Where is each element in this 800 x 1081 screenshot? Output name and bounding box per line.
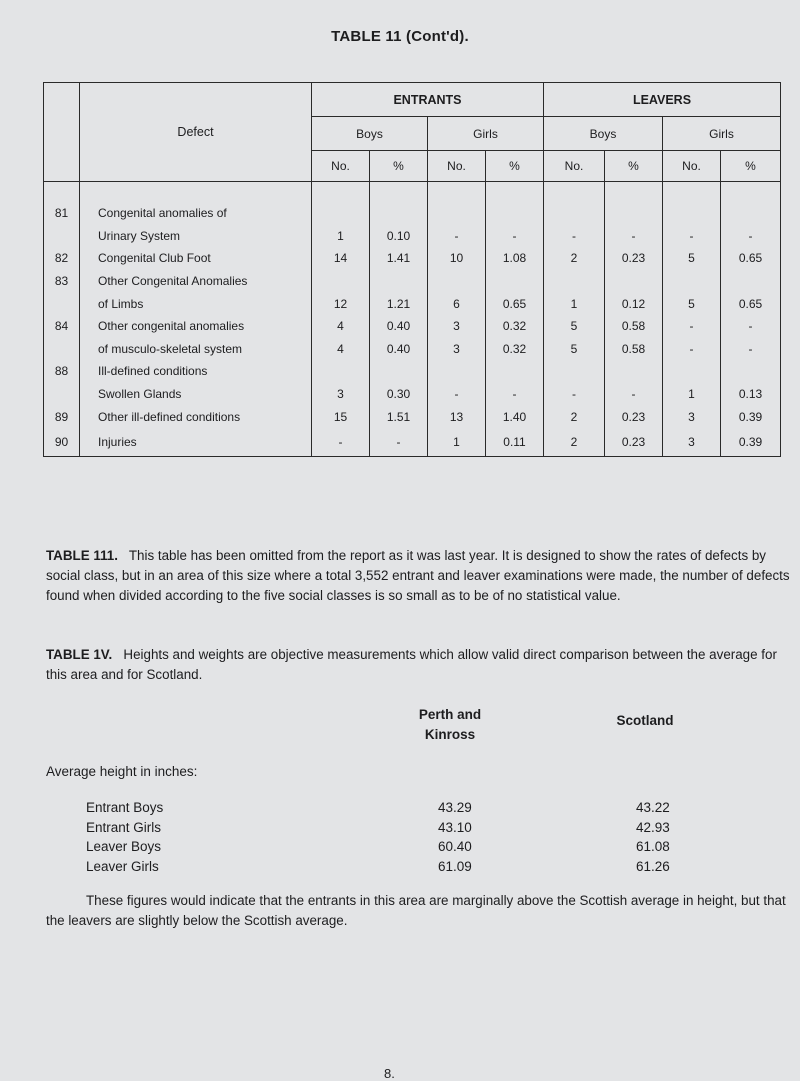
row-value <box>544 270 605 293</box>
table-row <box>44 270 781 293</box>
height-perth-value: 43.10 <box>438 819 472 835</box>
table-row <box>44 428 781 457</box>
row-value: 3 <box>312 383 370 406</box>
height-row-label: Leaver Boys <box>86 839 162 854</box>
table-row <box>44 202 781 225</box>
row-value: 15 <box>312 405 370 428</box>
leavers-girls-header: Girls <box>663 117 781 151</box>
row-value: 1.21 <box>370 292 428 315</box>
table-111-label: TABLE 111. <box>46 548 118 563</box>
row-code: 84 <box>44 315 80 338</box>
row-value: - <box>605 383 663 406</box>
defect-header: Defect <box>80 83 312 182</box>
row-value <box>663 360 721 383</box>
perth-header-line1: Perth and <box>418 707 482 722</box>
no-header: No. <box>312 151 370 182</box>
row-value: 0.23 <box>605 247 663 270</box>
pct-header: % <box>370 151 428 182</box>
row-defect: Other ill-defined conditions <box>80 405 312 428</box>
table-row <box>44 360 781 383</box>
no-header: No. <box>428 151 486 182</box>
row-value: 5 <box>544 338 605 361</box>
height-perth-value: 61.09 <box>438 858 472 874</box>
row-defect: of musculo-skeletal system <box>80 338 312 361</box>
perth-kinross-header <box>398 705 502 745</box>
height-scotland-value: 42.93 <box>636 819 670 835</box>
row-code: 89 <box>44 405 80 428</box>
pct-header: % <box>721 151 781 182</box>
row-defect: Other Congenital Anomalies <box>80 270 312 293</box>
row-code <box>44 338 80 361</box>
row-value: 1.40 <box>486 405 544 428</box>
row-value: 0.12 <box>605 292 663 315</box>
row-value: - <box>721 315 781 338</box>
row-value: 6 <box>428 292 486 315</box>
row-defect: Congenital anomalies of <box>80 202 312 225</box>
row-value <box>370 202 428 225</box>
row-value: - <box>544 225 605 248</box>
row-value <box>605 202 663 225</box>
row-value: 1.41 <box>370 247 428 270</box>
row-value: - <box>721 338 781 361</box>
row-value: - <box>663 315 721 338</box>
row-code: 90 <box>44 428 80 457</box>
row-value: - <box>428 225 486 248</box>
row-value <box>544 202 605 225</box>
row-value: 0.65 <box>721 292 781 315</box>
row-value: 0.30 <box>370 383 428 406</box>
row-value: 12 <box>312 292 370 315</box>
row-defect: Injuries <box>80 428 312 457</box>
row-code: 83 <box>44 270 80 293</box>
table-row <box>44 292 781 315</box>
entrants-boys-header: Boys <box>312 117 428 151</box>
row-value <box>663 270 721 293</box>
row-value: 0.32 <box>486 315 544 338</box>
leavers-boys-header: Boys <box>544 117 663 151</box>
row-value: - <box>312 428 370 457</box>
table-1v-text: Heights and weights are objective measurements which allow valid direct comparison between the average for this area and for Scotland. <box>46 647 777 682</box>
row-value: - <box>428 383 486 406</box>
table-1v-paragraph <box>46 645 796 685</box>
height-perth-value: 60.40 <box>438 839 472 854</box>
row-value <box>605 360 663 383</box>
row-value <box>486 270 544 293</box>
row-value: 14 <box>312 247 370 270</box>
entrants-girls-header: Girls <box>428 117 544 151</box>
row-code <box>44 383 80 406</box>
row-defect: Swollen Glands <box>80 383 312 406</box>
height-row-label: Entrant Girls <box>86 819 162 835</box>
table-row <box>44 247 781 270</box>
row-value <box>312 270 370 293</box>
pct-header: % <box>605 151 663 182</box>
row-value: 3 <box>663 405 721 428</box>
row-code: 88 <box>44 360 80 383</box>
row-value: 0.11 <box>486 428 544 457</box>
row-value: 5 <box>544 315 605 338</box>
row-defect: Ill-defined conditions <box>80 360 312 383</box>
row-value: - <box>721 225 781 248</box>
row-value: 0.10 <box>370 225 428 248</box>
row-value: 3 <box>663 428 721 457</box>
height-row-label: Leaver Girls <box>86 858 159 874</box>
row-value <box>428 202 486 225</box>
height-perth-value: 43.29 <box>438 800 472 815</box>
row-value: 3 <box>428 338 486 361</box>
row-value: 3 <box>428 315 486 338</box>
pct-header: % <box>486 151 544 182</box>
row-value <box>486 202 544 225</box>
row-value <box>721 360 781 383</box>
entrants-header: ENTRANTS <box>312 83 544 117</box>
height-row <box>86 800 726 819</box>
row-value: 0.65 <box>721 247 781 270</box>
closing-paragraph: These figures would indicate that the entrants in this area are marginally above the Scottish average in height, but that the leavers are slightly below the Scottish average. <box>46 893 786 928</box>
row-code: 82 <box>44 247 80 270</box>
row-defect: of Limbs <box>80 292 312 315</box>
no-header: No. <box>663 151 721 182</box>
row-value <box>721 270 781 293</box>
row-value: - <box>605 225 663 248</box>
row-value: - <box>370 428 428 457</box>
row-code <box>44 292 80 315</box>
table-row <box>44 383 781 406</box>
row-value: 1.08 <box>486 247 544 270</box>
scotland-header: Scotland <box>616 713 674 728</box>
row-value: 2 <box>544 428 605 457</box>
table-111-text: This table has been omitted from the report as it was last year. It is designed to show the rates of defects by social class, but in an area of this size where a total 3,552 entrant and leaver examinations were made, the number of defects found when divided according to the five social classes is so small as to be of no statistical value. <box>46 548 790 603</box>
row-value: 1.51 <box>370 405 428 428</box>
row-value: - <box>486 383 544 406</box>
row-value: 0.23 <box>605 405 663 428</box>
table-row <box>44 225 781 248</box>
no-header: No. <box>544 151 605 182</box>
height-row-label: Entrant Boys <box>86 800 164 815</box>
row-value <box>605 270 663 293</box>
row-value: 5 <box>663 247 721 270</box>
row-defect: Other congenital anomalies <box>80 315 312 338</box>
height-scotland-value: 61.08 <box>636 839 670 854</box>
row-value: 4 <box>312 338 370 361</box>
row-value <box>486 360 544 383</box>
row-value: 1 <box>428 428 486 457</box>
table-row <box>44 315 781 338</box>
code-header <box>44 83 80 182</box>
height-scotland-value: 61.26 <box>636 858 670 874</box>
height-row <box>86 859 726 878</box>
row-code <box>44 225 80 248</box>
row-value <box>544 360 605 383</box>
row-value: 1 <box>312 225 370 248</box>
row-code: 81 <box>44 202 80 225</box>
table-row <box>44 405 781 428</box>
row-value <box>428 270 486 293</box>
row-value: 1 <box>544 292 605 315</box>
row-value <box>721 202 781 225</box>
row-value <box>312 202 370 225</box>
height-scotland-value: 43.22 <box>636 800 670 815</box>
table-body <box>44 182 781 457</box>
table-111-paragraph <box>46 546 796 606</box>
row-value: 5 <box>663 292 721 315</box>
row-value: 10 <box>428 247 486 270</box>
row-value: 1 <box>663 383 721 406</box>
row-value: - <box>663 338 721 361</box>
row-value: 0.23 <box>605 428 663 457</box>
row-defect: Urinary System <box>80 225 312 248</box>
row-value: 0.13 <box>721 383 781 406</box>
row-value: 0.40 <box>370 315 428 338</box>
average-height-subtitle: Average height in inches: <box>46 764 198 779</box>
row-value: 2 <box>544 247 605 270</box>
row-value <box>312 360 370 383</box>
page-number: 8. <box>384 1066 395 1081</box>
row-value: - <box>663 225 721 248</box>
row-value: 2 <box>544 405 605 428</box>
defects-table <box>43 82 781 457</box>
row-value: - <box>486 225 544 248</box>
row-value: 0.65 <box>486 292 544 315</box>
row-value: 0.32 <box>486 338 544 361</box>
page-title: TABLE 11 (Cont'd). <box>331 28 469 45</box>
row-value <box>370 360 428 383</box>
height-row <box>86 820 726 839</box>
row-value: 0.39 <box>721 405 781 428</box>
perth-header-line2: Kinross <box>424 727 476 742</box>
row-value: - <box>544 383 605 406</box>
row-value <box>428 360 486 383</box>
row-value <box>370 270 428 293</box>
leavers-header: LEAVERS <box>544 83 781 117</box>
row-defect: Congenital Club Foot <box>80 247 312 270</box>
row-value: 4 <box>312 315 370 338</box>
row-value: 13 <box>428 405 486 428</box>
row-value: 0.40 <box>370 338 428 361</box>
row-value: 0.39 <box>721 428 781 457</box>
height-row <box>86 839 726 858</box>
row-value: 0.58 <box>605 338 663 361</box>
row-value <box>663 202 721 225</box>
table-1v-label: TABLE 1V. <box>46 647 113 662</box>
row-value: 0.58 <box>605 315 663 338</box>
table-row <box>44 338 781 361</box>
